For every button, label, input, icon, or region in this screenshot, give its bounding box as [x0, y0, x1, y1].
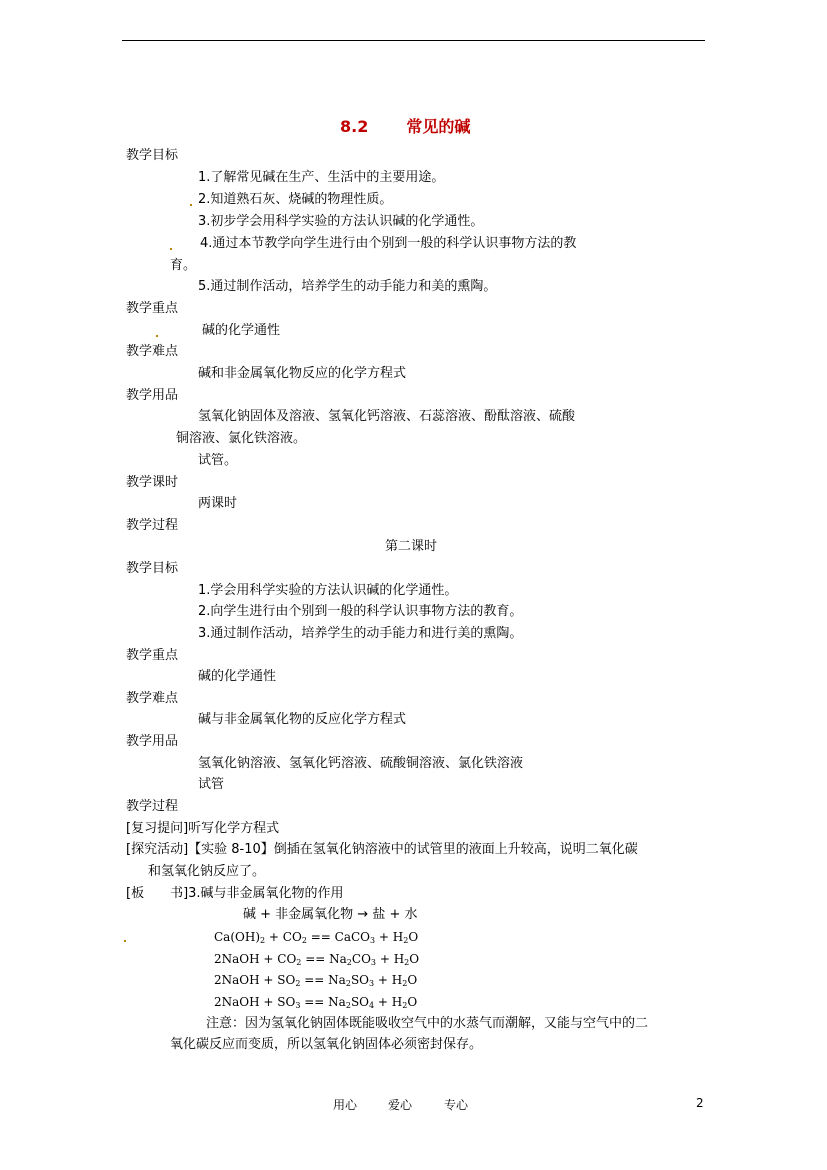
goal-item: 5.通过制作活动，培养学生的动手能力和美的熏陶。	[198, 279, 497, 294]
goal-item: 2.知道熟石灰、烧碱的物理性质。	[198, 192, 393, 207]
page-title: 8.2 常见的碱	[340, 117, 471, 136]
process-heading: 教学过程	[126, 518, 179, 533]
goal-item: 1.学会用科学实验的方法认识碱的化学通性。	[198, 583, 458, 598]
goal-item: 3.初步学会用科学实验的方法认识碱的化学通性。	[198, 214, 484, 229]
speck-mark	[190, 204, 192, 206]
materials-text: 铜溶液、氯化铁溶液。	[176, 431, 307, 446]
header-rule	[122, 40, 705, 41]
speck-mark	[124, 940, 126, 942]
goal-item-continued: 育。	[170, 258, 197, 273]
key-heading: 教学重点	[126, 648, 179, 663]
materials-text: 试管。	[198, 453, 238, 468]
materials-text: 氢氧化钠溶液、氢氧化钙溶液、硫酸铜溶液、氯化铁溶液	[198, 756, 524, 771]
difficulty-text: 碱和非金属氧化物反应的化学方程式	[198, 366, 407, 381]
materials-text: 试管	[198, 777, 225, 792]
materials-heading: 教学用品	[126, 388, 179, 403]
materials-text: 氢氧化钠固体及溶液、氢氧化钙溶液、石蕊溶液、酚酞溶液、硫酸	[198, 409, 576, 424]
chem-equation: $Ca(OH)_2 + CO_2$ == CaCO$_3$ + $H_2O$	[214, 930, 419, 945]
explore-line: [探究活动]【实验 8-10】倒插在氢氧化钠溶液中的试管里的液面上升较高，说明二氧化碳	[126, 842, 638, 857]
speck-mark	[170, 248, 172, 250]
speck-mark	[156, 335, 158, 337]
materials-heading: 教学用品	[126, 734, 179, 749]
explore-line-continued: 和氢氧化钠反应了。	[148, 864, 266, 879]
goal-item: 4.通过本节教学向学生进行由个别到一般的科学认识事物方法的教	[200, 236, 577, 251]
general-equation: 碱 + 非金属氧化物 → 盐 + 水	[243, 907, 418, 922]
key-heading: 教学重点	[126, 301, 179, 316]
section-title: 第二课时	[385, 539, 438, 554]
chem-equation: 2NaOH + $SO_2 == Na_2SO_3 + H_2O$	[214, 973, 418, 988]
hours-heading: 教学课时	[126, 475, 179, 490]
goals-heading: 教学目标	[126, 561, 179, 576]
goals-heading: 教学目标	[126, 148, 179, 163]
chem-equation: 2NaOH + $CO_2 == Na_2CO_3 + H_2O$	[214, 952, 420, 967]
footer-text: 爱心	[388, 1098, 413, 1112]
process-heading: 教学过程	[126, 799, 179, 814]
key-text: 碱的化学通性	[198, 669, 277, 684]
goal-item: 1.了解常见碱在生产、生活中的主要用途。	[198, 170, 445, 185]
footer-text: 用心	[333, 1098, 358, 1112]
note-line: 注意：因为氢氧化钠固体既能吸收空气中的水蒸气而潮解，又能与空气中的二	[206, 1016, 649, 1031]
goal-item: 2.向学生进行由个别到一般的科学认识事物方法的教育。	[198, 604, 523, 619]
goal-item: 3.通过制作活动，培养学生的动手能力和进行美的熏陶。	[198, 626, 523, 641]
difficulty-text: 碱与非金属氧化物的反应化学方程式	[198, 712, 407, 727]
difficulty-heading: 教学难点	[126, 344, 179, 359]
footer-text: 专心	[444, 1098, 469, 1112]
chem-equation: 2NaOH + $SO_3 == Na_2SO_4 + H_2O$	[214, 995, 418, 1010]
board-line: [板 书]3.碱与非金属氧化物的作用	[126, 886, 344, 901]
note-line-continued: 氧化碳反应而变质，所以氢氧化钠固体必须密封保存。	[170, 1037, 483, 1052]
review-line: [复习提问]听写化学方程式	[126, 821, 280, 836]
page-number: 2	[696, 1096, 704, 1110]
hours-text: 两课时	[198, 496, 238, 511]
key-text: 碱的化学通性	[202, 323, 281, 338]
difficulty-heading: 教学难点	[126, 691, 179, 706]
